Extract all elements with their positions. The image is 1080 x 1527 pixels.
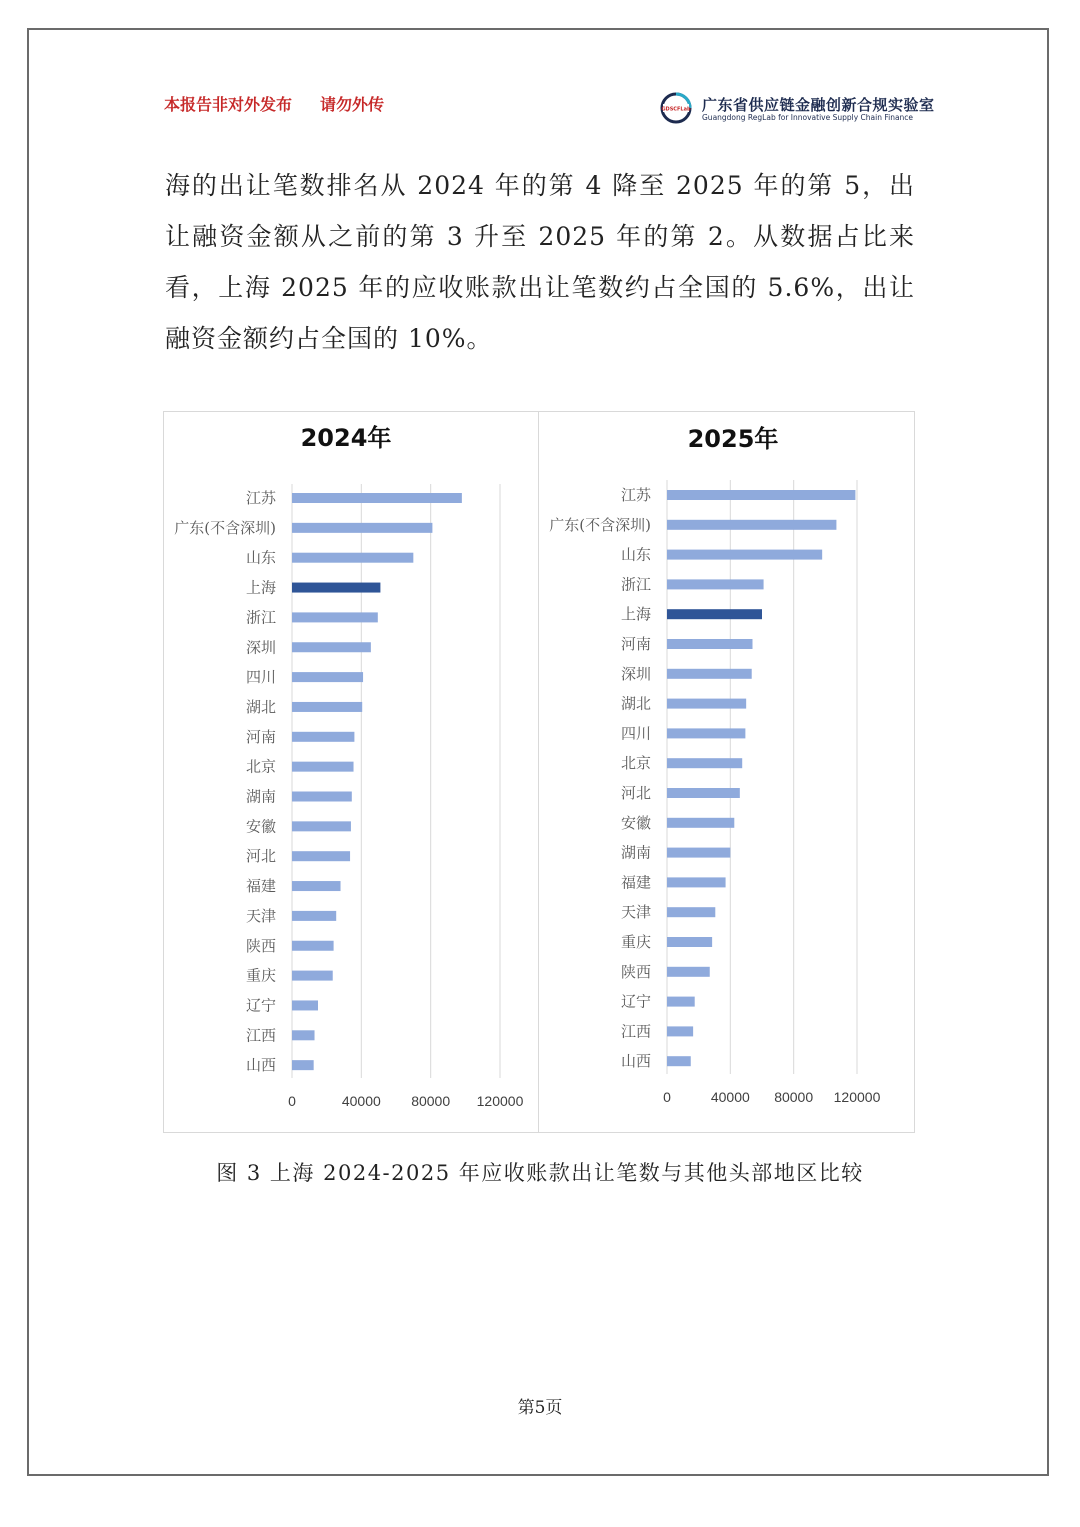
- chart-2-category-label: 山西: [620, 1052, 651, 1071]
- lab-logo-title: 广东省供应链金融创新合规实验室: [702, 96, 935, 114]
- chart-1-category-label: 河南: [245, 727, 276, 746]
- chart-1-bar: [292, 1030, 315, 1040]
- chart-1-category-label: 江苏: [245, 489, 276, 507]
- chart-2-bar: [667, 609, 762, 619]
- chart-2-bar: [667, 818, 734, 828]
- chart-1-bar: [292, 792, 352, 802]
- body-paragraph: 海的出让笔数排名从 2024 年的第 4 降至 2025 年的第 5，出让融资金额从之前的第 3 升至 2025 年的第 2。从数据占比来看，上海 2025 年的应收账款出让笔数约占全国的 5.6%，出让融资金额约占全国的 10%。: [165, 171, 915, 353]
- chart-1-bar: [292, 821, 351, 831]
- chart-1-bar: [292, 851, 350, 861]
- chart-1-bar: [292, 941, 334, 951]
- page-number: 第5页: [517, 1398, 563, 1418]
- chart-1-bar: [292, 672, 363, 682]
- chart-2-x-tick-label: 120000: [833, 1089, 881, 1105]
- chart-2-category-label: 天津: [620, 903, 651, 922]
- chart-2-bar: [667, 579, 764, 589]
- chart-1-category-label: 江西: [245, 1026, 276, 1045]
- chart-2-bar: [667, 550, 822, 560]
- chart-2-bar: [667, 997, 695, 1007]
- chart-1-bar: [292, 702, 362, 712]
- chart-1-category-label: 湖北: [245, 697, 276, 716]
- chart-1-category-label: 深圳: [245, 638, 276, 657]
- chart-2-bar: [667, 907, 715, 917]
- chart-1-x-tick-label: 40000: [341, 1093, 381, 1109]
- chart-1-category-label: 辽宁: [245, 996, 276, 1015]
- chart-1-bar: [292, 971, 333, 981]
- confidential-notice: 本报告非对外发布: [164, 95, 293, 114]
- chart-2-category-label: 河北: [620, 784, 651, 802]
- chart-1-category-label: 福建: [245, 877, 276, 896]
- chart-2-category-label: 广东(不含深圳): [549, 515, 651, 534]
- chart-1-category-label: 山西: [245, 1056, 276, 1075]
- chart-1-bar: [292, 493, 462, 503]
- chart-2-category-label: 江西: [620, 1022, 651, 1041]
- chart-1-x-tick-label: 80000: [411, 1093, 451, 1109]
- chart-1-x-tick-label: 120000: [476, 1093, 524, 1109]
- chart-1-title: 2024年: [300, 424, 392, 452]
- do-not-distribute-notice: 请勿外传: [320, 95, 385, 114]
- chart-1-bar: [292, 762, 354, 772]
- chart-1-category-label: 浙江: [245, 608, 276, 627]
- chart-1-category-label: 湖南: [245, 787, 276, 806]
- chart-1-bar: [292, 911, 336, 921]
- chart-2-category-label: 北京: [620, 754, 651, 773]
- logo-icon-text: GDSCFLab: [661, 106, 691, 113]
- chart-1-bar: [292, 553, 413, 563]
- chart-2-category-label: 福建: [620, 873, 651, 892]
- chart-2-x-tick-label: 80000: [774, 1089, 814, 1105]
- chart-1-bar: [292, 612, 378, 622]
- chart-2-category-label: 江苏: [620, 486, 651, 504]
- chart-1-bar: [292, 881, 341, 891]
- chart-2-x-tick-label: 40000: [710, 1089, 750, 1105]
- chart-2-category-label: 安徽: [620, 813, 651, 832]
- chart-2-bar: [667, 1026, 693, 1036]
- chart-1-category-label: 重庆: [245, 966, 276, 985]
- chart-2-bar: [667, 1056, 691, 1066]
- chart-1-category-label: 上海: [245, 578, 276, 597]
- chart-1-bar: [292, 732, 354, 742]
- chart-2-bar: [667, 848, 730, 858]
- chart-1-category-label: 陕西: [245, 936, 276, 955]
- chart-2-category-label: 湖北: [620, 694, 651, 713]
- chart-2-category-label: 湖南: [620, 843, 651, 862]
- chart-1-category-label: 安徽: [245, 817, 276, 836]
- chart-2-category-label: 陕西: [620, 962, 651, 981]
- chart-1-bar: [292, 642, 371, 652]
- chart-2-bar: [667, 877, 726, 887]
- chart-2-category-label: 山东: [620, 545, 651, 564]
- chart-1-bar: [292, 1060, 314, 1070]
- chart-2-bar: [667, 669, 752, 679]
- chart-1-category-label: 山东: [245, 548, 276, 567]
- chart-2-bar: [667, 490, 855, 500]
- chart-2-bar: [667, 758, 742, 768]
- chart-1-category-label: 天津: [245, 906, 276, 925]
- chart-2-category-label: 辽宁: [620, 992, 651, 1011]
- chart-2-bar: [667, 520, 836, 530]
- chart-1-category-label: 河北: [245, 847, 276, 866]
- chart-2-category-label: 河南: [620, 635, 651, 653]
- chart-2-bar: [667, 937, 712, 947]
- chart-2-title: 2025年: [687, 425, 779, 453]
- chart-2-x-tick-label: 0: [663, 1089, 671, 1105]
- chart-1-bar: [292, 523, 432, 533]
- chart-2-category-label: 上海: [620, 605, 651, 624]
- chart-2-category-label: 深圳: [620, 664, 651, 683]
- figure-caption: 图 3 上海 2024-2025 年应收账款出让笔数与其他头部地区比较: [216, 1161, 864, 1185]
- lab-logo-subtitle: Guangdong RegLab for Innovative Supply Chain Finance: [702, 113, 914, 122]
- chart-1-bar: [292, 1000, 318, 1010]
- chart-2-category-label: 浙江: [620, 575, 651, 594]
- chart-1-x-tick-label: 0: [288, 1093, 296, 1109]
- chart-1-category-label: 广东(不含深圳): [174, 518, 276, 537]
- chart-2-bar: [667, 788, 740, 798]
- chart-2-bar: [667, 639, 753, 649]
- chart-1-bar: [292, 583, 380, 593]
- chart-2-bar: [667, 967, 710, 977]
- chart-2-category-label: 重庆: [620, 933, 651, 951]
- chart-1-category-label: 北京: [245, 757, 276, 776]
- chart-1-category-label: 四川: [245, 668, 276, 687]
- chart-2-bar: [667, 699, 746, 709]
- chart-2-bar: [667, 728, 745, 738]
- chart-2-category-label: 四川: [620, 724, 651, 743]
